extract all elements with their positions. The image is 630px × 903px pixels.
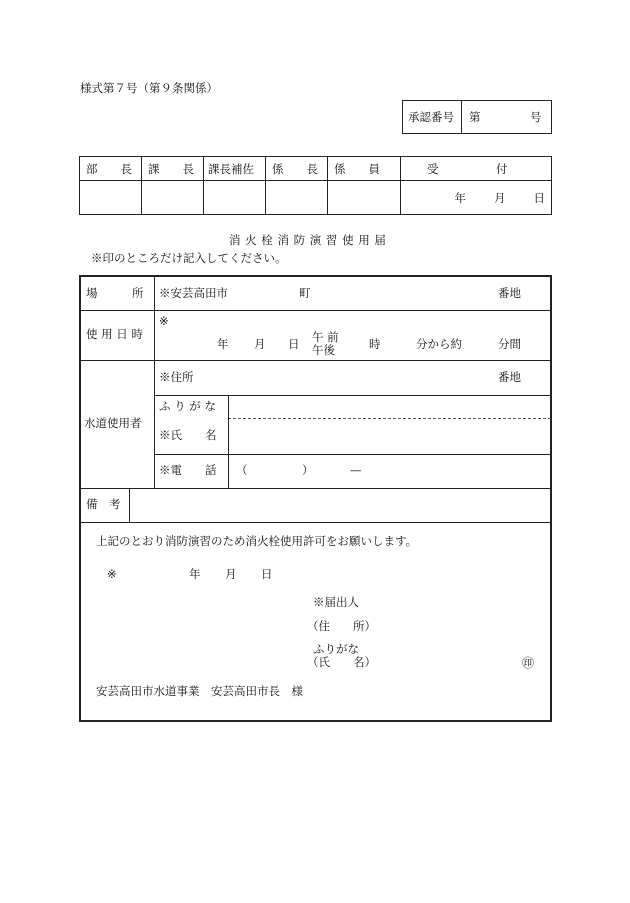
furigana-input[interactable] bbox=[232, 399, 548, 415]
water-user-label: 水道使用者 bbox=[84, 416, 142, 430]
form-number: 様式第７号（第９条関係） bbox=[80, 81, 218, 95]
stamp-cell-bucho[interactable] bbox=[80, 181, 142, 215]
phone-close-paren: ） bbox=[302, 463, 314, 477]
stamp-cell-kakaricho[interactable] bbox=[266, 181, 328, 215]
approver-kakariin: 係 員 bbox=[334, 161, 380, 176]
request-text: 上記のとおり消防演習のため消火栓使用許可をお願いします。 bbox=[96, 534, 418, 548]
water-user-phone: ※電 話 bbox=[159, 463, 217, 477]
datetime-from: 分から約 bbox=[416, 337, 462, 351]
datetime-hour: 時 bbox=[369, 337, 381, 351]
form-title: 消 火 栓 消 防 演 習 使 用 届 bbox=[229, 233, 387, 247]
phone-open-paren: （ bbox=[236, 463, 248, 477]
approval-dai: 第 bbox=[469, 110, 481, 124]
remarks-input[interactable] bbox=[132, 491, 548, 519]
place-label: 場 所 bbox=[86, 286, 144, 300]
name-input[interactable] bbox=[232, 422, 548, 450]
date-line-month: 月 bbox=[225, 567, 237, 581]
applicant-address: （住 所） bbox=[307, 619, 376, 633]
receipt-year: 年 bbox=[454, 190, 466, 205]
water-user-name: ※氏 名 bbox=[159, 428, 217, 442]
approver-kacho-hosa: 課長補佐 bbox=[208, 161, 254, 176]
remarks-label: 備 考 bbox=[86, 497, 121, 511]
date-line-mark: ※ bbox=[107, 567, 117, 581]
datetime-pm[interactable]: 午後 bbox=[312, 343, 335, 357]
place-town: 町 bbox=[299, 286, 311, 300]
approver-kakaricho: 係 長 bbox=[272, 161, 318, 176]
date-line-year: 年 bbox=[189, 567, 201, 581]
stamp-cell-kacho[interactable] bbox=[142, 181, 204, 215]
datetime-day: 日 bbox=[288, 337, 300, 351]
datetime-year: 年 bbox=[217, 337, 229, 351]
stamp-cell-kacho-hosa[interactable] bbox=[204, 181, 266, 215]
place-label-wrap bbox=[86, 288, 148, 300]
receipt-label: 受 付 bbox=[427, 161, 508, 176]
stamp-cell-kakariin[interactable] bbox=[328, 181, 401, 215]
water-user-banchi: 番地 bbox=[498, 370, 521, 384]
approval-go: 号 bbox=[530, 110, 542, 124]
datetime-month: 月 bbox=[254, 337, 266, 351]
approver-bucho: 部 長 bbox=[86, 161, 132, 176]
water-user-address: ※住所 bbox=[159, 370, 194, 384]
datetime-label: 使 用 日 時 bbox=[86, 327, 143, 341]
seal-icon: ㊞ bbox=[522, 656, 535, 670]
form-note: ※印のところだけ記入してください。 bbox=[91, 251, 287, 265]
place-banchi: 番地 bbox=[498, 286, 521, 300]
approver-kacho: 課 長 bbox=[148, 161, 194, 176]
applicant-furigana: ふりがな bbox=[313, 642, 359, 656]
receipt-day: 日 bbox=[533, 190, 545, 205]
datetime-minutes: 分間 bbox=[498, 337, 521, 351]
place-town-input[interactable] bbox=[230, 282, 290, 304]
datetime-am[interactable]: 午 前 bbox=[312, 330, 339, 344]
datetime-mark: ※ bbox=[159, 314, 169, 328]
receipt-month: 月 bbox=[494, 190, 506, 205]
water-user-furigana: ふ り が な bbox=[159, 399, 216, 413]
phone-dash: — bbox=[350, 463, 362, 477]
addressee: 安芸高田市水道事業 安芸高田市長 様 bbox=[96, 684, 303, 698]
receipt-date-cell[interactable] bbox=[401, 181, 552, 215]
place-city: ※安芸高田市 bbox=[159, 286, 228, 300]
approval-number-label: 承認番号 bbox=[408, 110, 454, 124]
date-line-day: 日 bbox=[261, 567, 273, 581]
applicant-name: （氏 名） bbox=[307, 655, 376, 669]
approver-table bbox=[79, 156, 552, 215]
applicant-title: ※届出人 bbox=[313, 595, 359, 609]
